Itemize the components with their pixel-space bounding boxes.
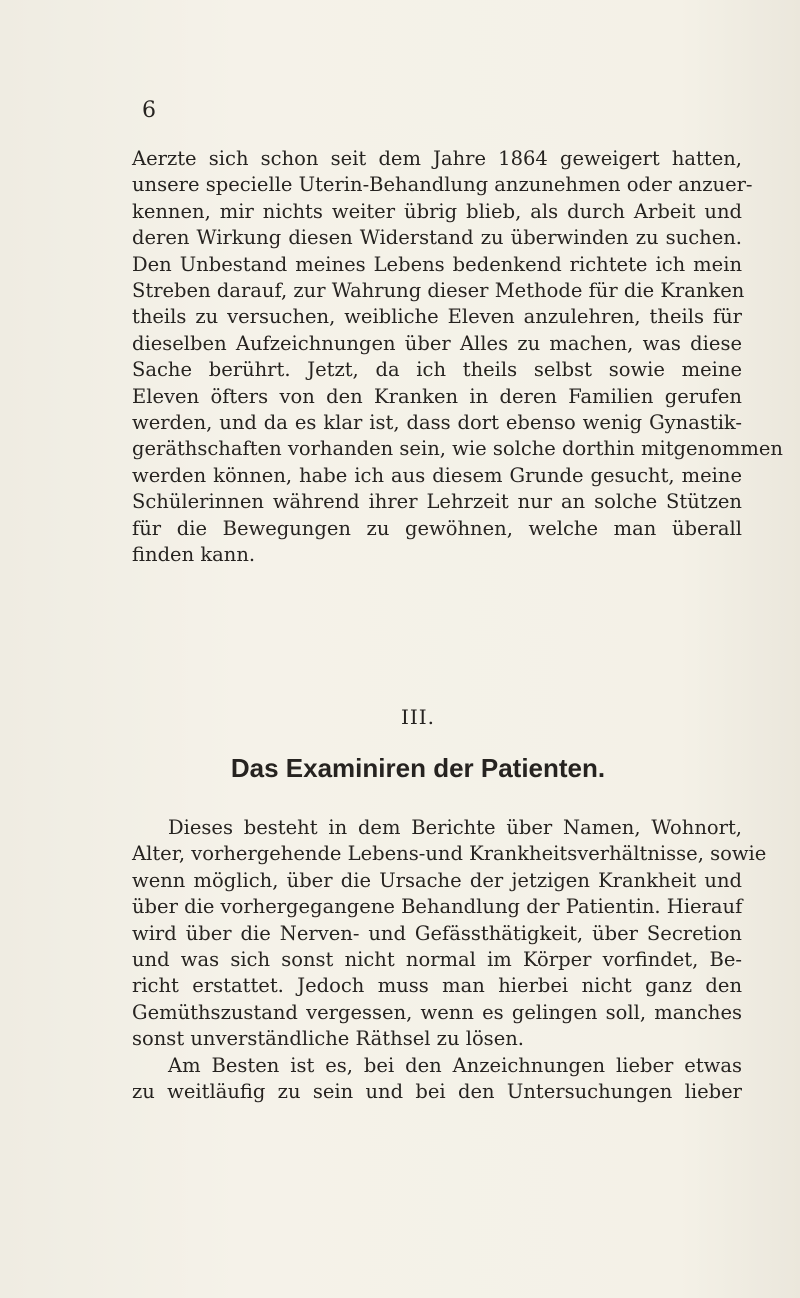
text-line: dieselben Aufzeichnungen über Alles zu machen, was diese <box>132 331 742 355</box>
text-line: Alter, vorhergehende Lebens-und Krankheitsverhältnisse, sowie <box>132 842 767 866</box>
text-line: über die vorhergegangene Behandlung der Patientin. Hierauf <box>132 895 743 919</box>
text-line: zu weitläufig zu sein und bei den Untersuchungen lieber <box>132 1080 742 1104</box>
text-line: wenn möglich, über die Ursache der jetzigen Krankheit und <box>132 868 742 892</box>
text-line: sonst unverständliche Räthsel zu lösen. <box>132 1027 524 1051</box>
text-line: wird über die Nerven- und Gefässthätigkeit, über Secretion <box>132 921 742 945</box>
text-line: unsere specielle Uterin-Behandlung anzunehmen oder anzuer- <box>132 173 753 197</box>
text-line: Sache berührt. Jetzt, da ich theils selbst sowie meine <box>132 358 742 382</box>
text-line: werden können, habe ich aus diesem Grunde gesucht, meine <box>132 463 742 487</box>
text-line: kennen, mir nichts weiter übrig blieb, als durch Arbeit und <box>132 199 742 223</box>
text-line: Am Besten ist es, bei den Anzeichnungen lieber etwas <box>168 1053 742 1077</box>
text-line: deren Wirkung diesen Widerstand zu überwinden zu suchen. <box>132 226 742 250</box>
text-line: geräthschaften vorhanden sein, wie solche dorthin mitgenommen <box>132 437 783 461</box>
text-line: und was sich sonst nicht normal im Körper vorfindet, Be- <box>132 948 742 972</box>
text-line: Den Unbestand meines Lebens bedenkend richtete ich mein <box>132 252 742 276</box>
text-line: werden, und da es klar ist, dass dort ebenso wenig Gynastik- <box>132 411 742 435</box>
page-number: 6 <box>142 98 156 123</box>
text-line: richt erstattet. Jedoch muss man hierbei nicht ganz den <box>132 974 742 998</box>
text-line: Eleven öfters von den Kranken in deren Familien gerufen <box>132 384 742 408</box>
text-line: finden kann. <box>132 543 256 567</box>
text-line: theils zu versuchen, weibliche Eleven anzulehren, theils für <box>132 305 742 329</box>
chapter-number: III. <box>400 705 436 729</box>
text-line: Streben darauf, zur Wahrung dieser Methode für die Kranken <box>132 279 745 303</box>
paragraph-continuation <box>132 146 783 569</box>
paragraph-examination <box>132 815 767 1105</box>
text-line: Aerzte sich schon seit dem Jahre 1864 geweigert hatten, <box>132 147 742 170</box>
chapter-title: Das Examiniren der Patienten. <box>230 753 606 783</box>
text-line: Schülerinnen während ihrer Lehrzeit nur an solche Stützen <box>132 490 742 514</box>
text-line: Gemüthszustand vergessen, wenn es gelingen soll, manches <box>132 1000 742 1024</box>
text-line: für die Bewegungen zu gewöhnen, welche man überall <box>132 516 742 540</box>
text-line: Dieses besteht in dem Berichte über Namen, Wohnort, <box>168 816 742 839</box>
